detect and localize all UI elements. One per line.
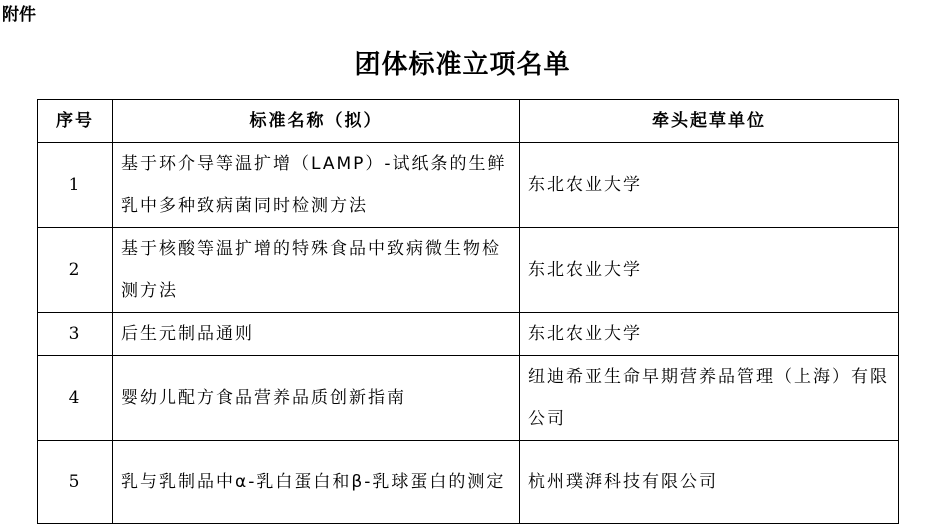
attachment-label: 附件	[2, 5, 36, 25]
table-row	[38, 228, 899, 313]
table-row	[38, 143, 899, 228]
table-header-row	[38, 100, 899, 143]
header-lead-unit: 牵头起草单位	[520, 100, 899, 143]
row-standard-name: 基于环介导等温扩增（LAMP）-试纸条的生鲜乳中多种致病菌同时检测方法	[113, 143, 520, 228]
row-standard-name: 乳与乳制品中α-乳白蛋白和β-乳球蛋白的测定	[113, 441, 520, 524]
table-row	[38, 441, 899, 524]
row-seq: 5	[38, 441, 113, 524]
standards-table	[37, 99, 899, 524]
row-lead-unit: 东北农业大学	[520, 143, 899, 228]
table-row	[38, 356, 899, 441]
row-seq: 4	[38, 356, 113, 441]
row-lead-unit: 东北农业大学	[520, 228, 899, 313]
row-seq: 2	[38, 228, 113, 313]
row-seq: 1	[38, 143, 113, 228]
row-standard-name: 后生元制品通则	[113, 313, 520, 356]
table-row	[38, 313, 899, 356]
row-lead-unit: 纽迪希亚生命早期营养品管理（上海）有限公司	[520, 356, 899, 441]
document-title: 团体标准立项名单	[354, 50, 571, 80]
row-lead-unit: 杭州璞湃科技有限公司	[520, 441, 899, 524]
row-standard-name: 婴幼儿配方食品营养品质创新指南	[113, 356, 520, 441]
row-seq: 3	[38, 313, 113, 356]
header-seq: 序号	[38, 100, 113, 143]
header-standard-name: 标准名称（拟）	[113, 100, 520, 143]
row-lead-unit: 东北农业大学	[520, 313, 899, 356]
row-standard-name: 基于核酸等温扩增的特殊食品中致病微生物检测方法	[113, 228, 520, 313]
